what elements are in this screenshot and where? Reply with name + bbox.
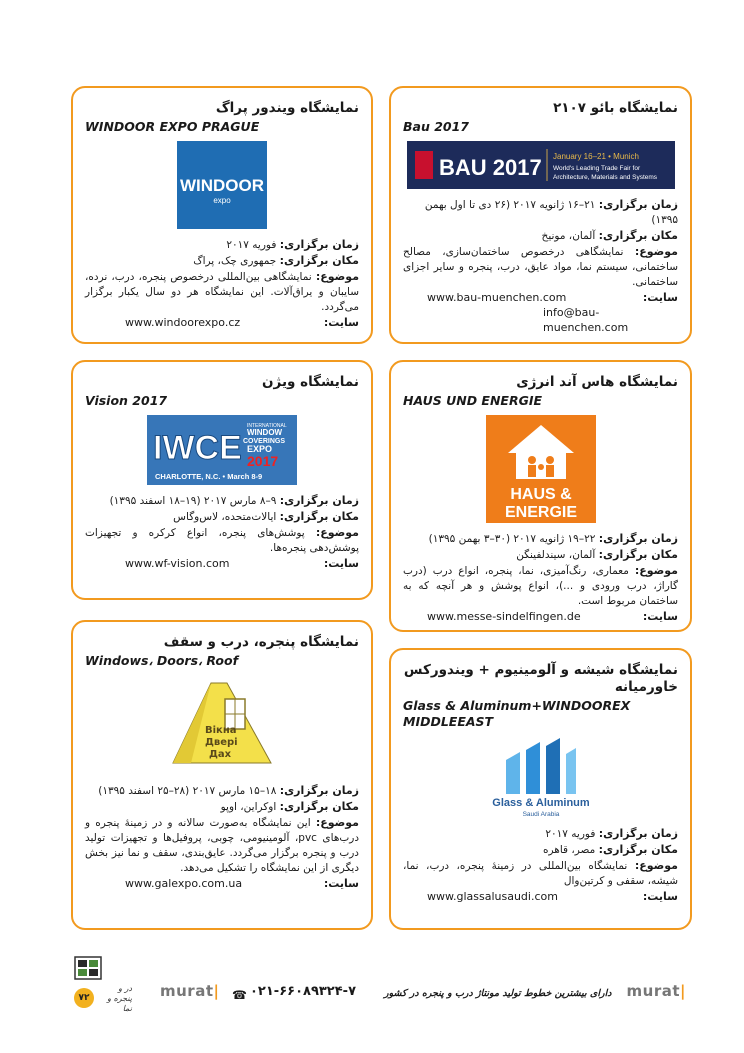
subject-row: موضوع: معماری، رنگ‌آمیزی، نما، پنجره، انواع درب (درب گاراژ، درب ورودی و ...)، انواع پوشش و هر آنچه که به ساختمان مربوط است.	[403, 564, 678, 607]
bau-logo-main: BAU 2017	[438, 155, 542, 180]
phone-number: ۰۲۱-۶۶۰۸۹۳۲۴-۷	[250, 984, 357, 999]
exhibition-card-vision	[71, 360, 373, 600]
glass-aluminum-logo	[403, 736, 678, 818]
page-footer	[60, 948, 686, 1013]
haus-logo-line2: ENERGIE	[504, 504, 577, 521]
card-title-fa: نمایشگاه ویژن	[262, 374, 359, 390]
haus-energie-logo	[403, 415, 678, 523]
subject-row: موضوع: نمایشگاهی بین‌المللی درخصوص پنجره، درب، نرده، سایبان و یراق‌آلات. این نمایشگاه هر دو سال یکبار برگزار می‌گردد.	[85, 270, 360, 313]
place-row: مکان برگزاری: آلمان، مونیخ	[541, 229, 678, 242]
place-row: مکان برگزاری: اوکراین، اوپو	[220, 800, 359, 813]
svg-text:WINDOW: WINDOW	[247, 428, 283, 437]
murat-logo-right: murat|	[626, 982, 686, 1000]
glass-logo-line1: Glass & Aluminum	[491, 797, 590, 809]
site-row: سایت: www.galexpo.com.ua	[125, 877, 359, 890]
card-title-fa: نمایشگاه ویندور پراگ	[215, 100, 359, 116]
site-link[interactable]: www.wf-vision.com	[125, 557, 230, 570]
exhibition-card-bau	[389, 86, 692, 344]
iwce-logo-location: CHARLOTTE, N.C. • March 8-9	[155, 472, 263, 481]
grid-icon	[74, 956, 102, 980]
exhibition-card-glass-aluminum	[389, 648, 692, 930]
murat-logo-left: murat|	[160, 982, 220, 1000]
exhibition-card-windoor	[71, 86, 373, 344]
iwce-logo	[85, 415, 359, 485]
glass-logo-line2: Saudi Arabia	[522, 811, 559, 818]
card-title-fa: نمایشگاه هاس آند انرژی	[516, 374, 678, 390]
site-link[interactable]: www.messe-sindelfingen.de	[427, 610, 581, 623]
windoor-logo	[85, 141, 359, 229]
subject-row: موضوع: پوشش‌های پنجره، انواع کرکره و تجهیزات پوشش‌دهی پنجره‌ها.	[85, 526, 359, 554]
card-title-fa: نمایشگاه پنجره، درب و سقف	[163, 634, 359, 650]
bau-logo-tag2: Architecture, Materials and Systems	[552, 174, 657, 181]
site-row: سایت: www.bau-muenchen.com	[427, 291, 678, 304]
wdr-logo-text2: Двері	[205, 737, 238, 748]
card-title-fa: نمایشگاه شیشه و آلومینیوم + ویندورکس خاورمیانه	[403, 662, 678, 695]
subject-row: موضوع: نمایشگاهی درخصوص ساختمان‌سازی، مصالح ساختمانی، سیستم نما، مواد عایق، درب، پنجره و سایر اجزای ساختمانی.	[403, 245, 678, 288]
haus-logo-line1: HAUS &	[509, 486, 572, 503]
windows-doors-roof-logo	[85, 677, 359, 769]
exhibition-card-windows-doors-roof	[71, 620, 373, 930]
time-row: زمان برگزاری: ۹–۸ مارس ۲۰۱۷ (۱۹–۱۸ اسفند ۱۳۹۵)	[109, 494, 359, 507]
time-row: زمان برگزاری: ۲۱–۱۶ ژانویه ۲۰۱۷ (۲۶ دی تا اول بهمن ۱۳۹۵)	[424, 198, 678, 226]
svg-text:2017: 2017	[247, 453, 279, 469]
site-link[interactable]: www.bau-muenchen.com	[427, 291, 567, 304]
wdr-logo-text1: Вікна	[205, 725, 237, 736]
site-row: سایت: www.windoorexpo.cz	[125, 316, 359, 329]
iwce-logo-main: IWCE	[153, 429, 242, 467]
svg-text:INTERNATIONAL: INTERNATIONAL	[247, 423, 287, 429]
footer-slogan: دارای بیشترین خطوط تولید مونتاژ درب و پنجره در کشور	[384, 988, 612, 999]
card-title-en: HAUS UND ENERGIE	[403, 393, 543, 408]
time-row: زمان برگزاری: ۲۲–۱۹ ژانویه ۲۰۱۷ (۳۰–۳ بهمن ۱۳۹۵)	[428, 532, 678, 545]
site-link[interactable]: www.windoorexpo.cz	[125, 316, 241, 329]
place-row: مکان برگزاری: جمهوری چک، پراگ	[193, 254, 359, 267]
svg-text:EXPO: EXPO	[247, 444, 273, 454]
place-row: مکان برگزاری: آلمان، سیندلفینگن	[516, 548, 678, 561]
bau-logo-date: January 16–21 • Munich	[552, 152, 639, 161]
card-title-en: Windows، Doors، Roof	[85, 653, 239, 668]
card-title-en: Bau 2017	[403, 119, 470, 134]
site-link[interactable]: www.glassalusaudi.com	[427, 890, 558, 903]
card-title-en: Glass & Aluminum+WINDOOREX MIDDLEEAST	[403, 698, 631, 729]
windoor-logo-sub: expo	[213, 196, 231, 205]
site-row: سایت: www.wf-vision.com	[125, 557, 359, 570]
bau-logo-tag1: World's Leading Trade Fair for	[552, 165, 640, 172]
exhibition-card-haus-energie	[389, 360, 692, 632]
site-row: سایت: www.glassalusaudi.com	[427, 890, 678, 903]
card-title-en: WINDOOR EXPO PRAGUE	[85, 119, 260, 134]
wdr-logo-text3: Дах	[209, 749, 232, 760]
place-row: مکان برگزاری: ایالات‌متحده، لاس‌وگاس	[173, 510, 359, 523]
subject-row: موضوع: این نمایشگاه به‌صورت سالانه و در زمینهٔ پنجره و درب‌های pvc، آلومینیومی، چوبی، پروفیل‌ها و تجهیزات تولید درب و پنجره برگزار می‌گردد. عایق‌بندی، سقف و نما نیز بخش دیگری از این نمایشگاه را تشکیل می‌دهد.	[85, 816, 359, 874]
site-link[interactable]: www.galexpo.com.ua	[125, 877, 243, 890]
place-row: مکان برگزاری: مصر، قاهره	[542, 843, 678, 856]
phone-icon: ☎	[232, 988, 247, 1002]
email-link[interactable]: info@bau-muenchen.com	[543, 306, 629, 334]
bau-logo	[403, 141, 678, 189]
card-title-fa: نمایشگاه بائو ۲۱۰۷	[553, 100, 678, 116]
svg-text:COVERINGS: COVERINGS	[243, 438, 286, 445]
time-row: زمان برگزاری: ۱۸–۱۵ مارس ۲۰۱۷ (۲۸–۲۵ اسفند ۱۳۹۵)	[98, 784, 359, 797]
page-number: ۷۲	[74, 988, 94, 1008]
time-row: زمان برگزاری: فوریه ۲۰۱۷	[545, 827, 678, 840]
site-row: سایت: www.messe-sindelfingen.de	[427, 610, 678, 623]
time-row: زمان برگزاری: فوریه ۲۰۱۷	[226, 238, 359, 251]
subject-row: موضوع: نمایشگاه بین‌المللی در زمینهٔ پنجره، درب، نما، شیشه، سقفی و کرتین‌وال	[403, 859, 678, 887]
windoor-logo-main: WINDOOR	[179, 176, 265, 195]
card-title-en: Vision 2017	[85, 393, 168, 408]
magazine-name: در و پنجره و نما	[107, 984, 132, 1013]
